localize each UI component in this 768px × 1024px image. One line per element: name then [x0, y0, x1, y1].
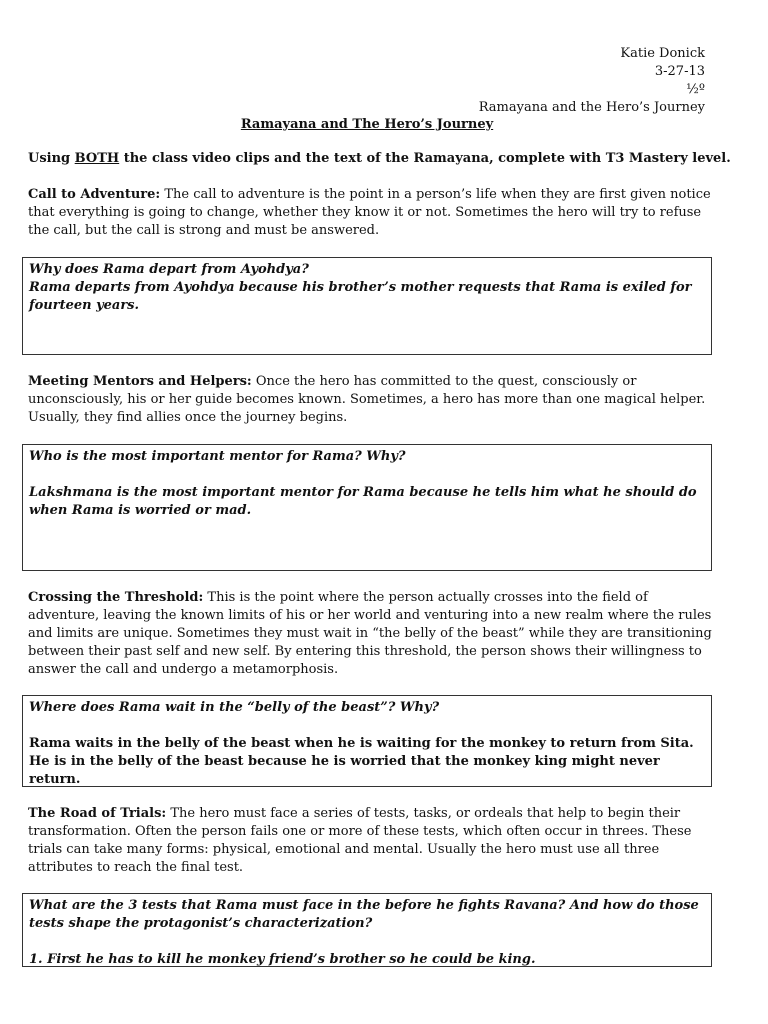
question-text: Where does Rama wait in the “belly of the beast”? Why?: [29, 700, 440, 715]
section-call-to-adventure: [28, 186, 718, 240]
section-text: This is the point where the person actually crosses into the field of adventure, leaving the known limits of his or her world and venturing into a new realm where the rules and limits are unique. Sometimes they must wait in “the belly of the beast” while they are transitioning between their past self and new self. By entering this threshold, the person shows their willingness to answer the call and undergo a metamorphosis.: [28, 590, 712, 677]
answer-text: 1. First he has to kill he monkey friend’s brother so he could be king.: [29, 952, 536, 967]
section-text: The hero must face a series of tests, tasks, or ordeals that help to begin their transformation. Often the person fails one or more of these tests, which often occur in threes. These trials can take many forms: physical, emotional and mental. Usually the hero must use all three attributes to reach the final test.: [28, 806, 692, 875]
section-text: The call to adventure is the point in a person’s life when they are first given notice that everything is going to change, whether they know it or not. Sometimes the hero will try to refuse the call, but the call is strong and must be answered.: [28, 187, 711, 238]
question-text: What are the 3 tests that Rama must face in the before he fights Ravana? And how do those tests shape the protagonist’s characterization?: [29, 898, 699, 931]
answer-box-2: [22, 444, 712, 571]
answer-text: Rama departs from Ayohdya because his brother’s mother requests that Rama is exiled for fourteen years.: [29, 280, 692, 313]
question-text: Who is the most important mentor for Rama? Why?: [29, 449, 406, 464]
student-header: [479, 45, 705, 117]
class-period: ½º: [686, 82, 705, 97]
page-title: Ramayana and The Hero’s Journey: [240, 117, 494, 132]
section-meeting-mentors: [28, 373, 718, 427]
question-text: Why does Rama depart from Ayohdya?: [29, 262, 309, 277]
section-crossing-threshold: [28, 589, 718, 679]
section-heading: Crossing the Threshold:: [28, 590, 204, 605]
instructions-before: Using: [28, 151, 75, 166]
answer-box-1: [22, 257, 712, 355]
assignment-name: Ramayana and the Hero’s Journey: [478, 100, 705, 115]
instructions-emphasis: BOTH: [74, 151, 120, 166]
section-text: Once the hero has committed to the quest, consciously or unconsciously, his or her guide becomes known. Sometimes, a hero has more than one magical helper. Usually, they find allies once the journey begins.: [28, 374, 706, 425]
answer-text: Rama waits in the belly of the beast when he is waiting for the monkey to return from Sita. He is in the belly of the beast because he is worried that the monkey king might never return.: [29, 736, 694, 787]
assignment-date: 3-27-13: [654, 64, 705, 79]
answer-box-4: [22, 893, 712, 967]
instructions-after: the class video clips and the text of the Ramayana, complete with T3 Mastery level.: [119, 151, 731, 166]
section-heading: Call to Adventure:: [28, 187, 161, 202]
answer-text: Lakshmana is the most important mentor for Rama because he tells him what he should do when Rama is worried or mad.: [29, 485, 697, 518]
instructions: [28, 151, 731, 166]
answer-box-3: [22, 695, 712, 787]
section-heading: Meeting Mentors and Helpers:: [28, 374, 252, 389]
student-name: Katie Donick: [620, 46, 705, 61]
section-road-of-trials: [28, 805, 718, 877]
section-heading: The Road of Trials:: [28, 806, 167, 821]
